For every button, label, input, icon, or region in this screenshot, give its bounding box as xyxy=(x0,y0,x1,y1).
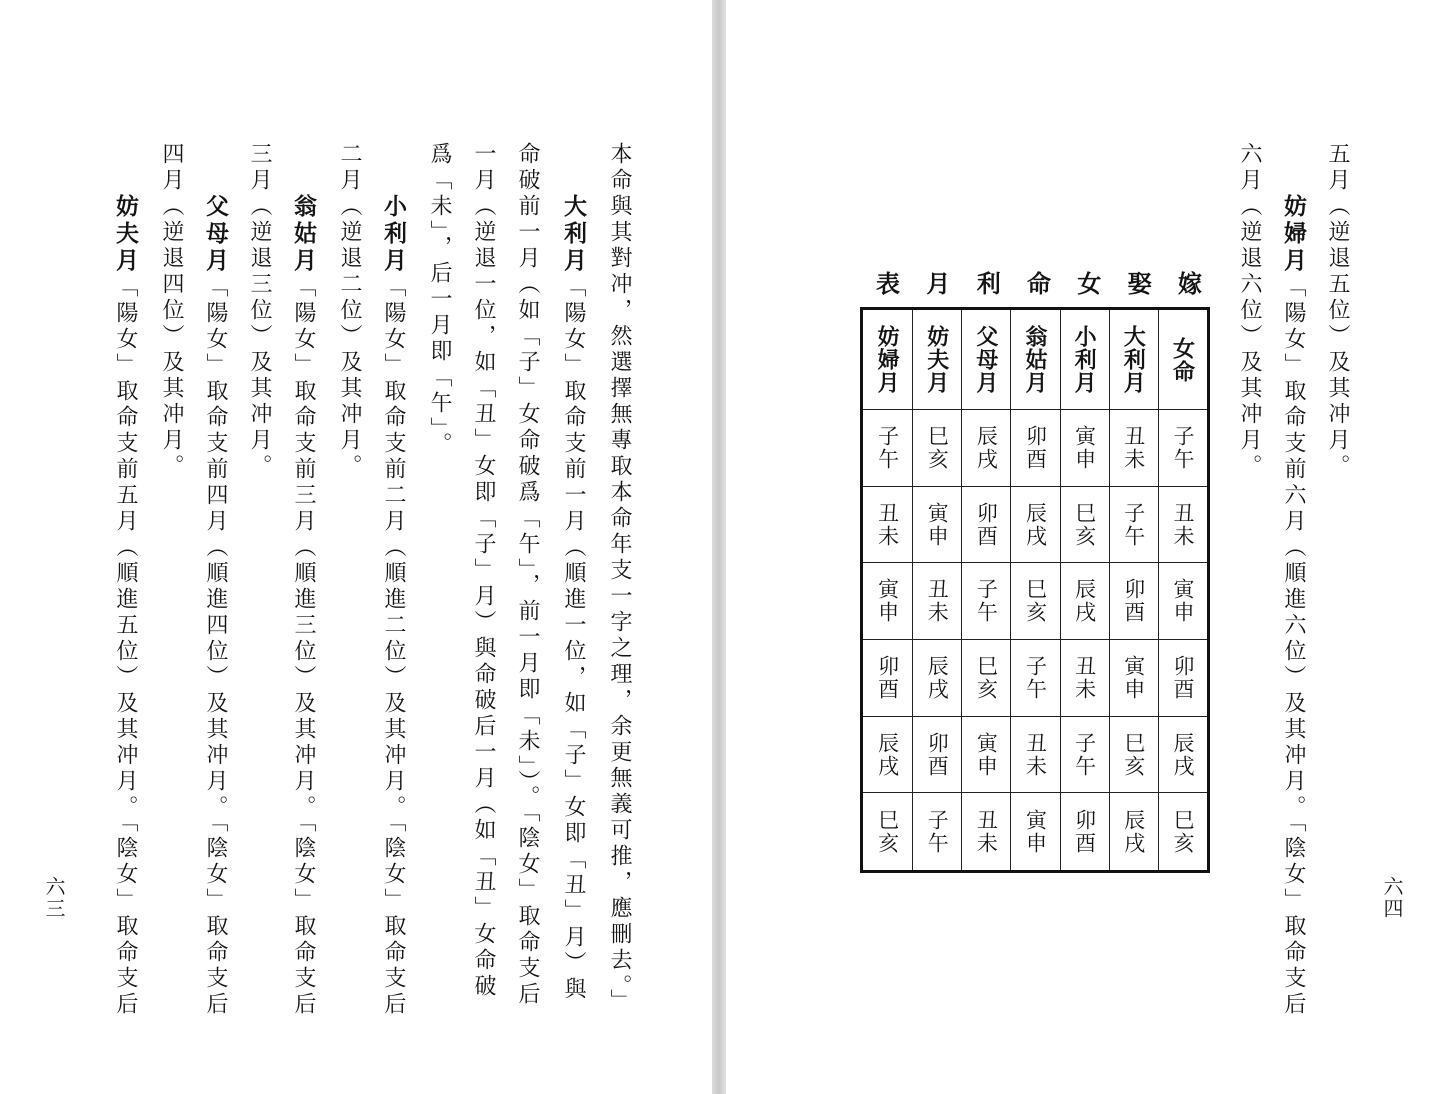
right-text-column xyxy=(1280,194,1307,1018)
left-text-column xyxy=(202,194,229,1018)
marriage-month-table xyxy=(860,307,1210,873)
column-text: 「陽女」取命支前五月（順進五位）及其冲月。「陰女」取命支后 xyxy=(113,275,138,1018)
table-cell: 子午 xyxy=(1060,717,1109,794)
table-cell: 卯酉 xyxy=(1010,410,1059,487)
column-text: 本命與其對冲，然選擇無專取本命年支一字之理，余更無義可推，應刪去。」 xyxy=(607,142,632,1015)
table-cell: 巳亥 xyxy=(961,640,1010,717)
left-text-column xyxy=(608,142,630,1015)
column-heading: 小利月 xyxy=(380,194,407,275)
table-cell: 子午 xyxy=(1010,640,1059,717)
table-cell: 卯酉 xyxy=(1109,563,1158,640)
table-title-char: 利 xyxy=(976,269,1001,298)
table-cell: 子午 xyxy=(1158,410,1207,487)
column-text: 「陽女」取命支前六月（順進六位）及其冲月。「陰女」取命支后 xyxy=(1281,275,1306,1018)
table-cell: 辰戌 xyxy=(1109,793,1158,870)
table-cell: 寅申 xyxy=(1060,410,1109,487)
table-cell: 子午 xyxy=(961,563,1010,640)
table-header-cell: 父母月 xyxy=(961,310,1010,410)
table-cell: 卯酉 xyxy=(912,717,961,794)
table-title-char: 嫁 xyxy=(1178,269,1202,298)
column-text: 爲「未」，后一月即「午」。 xyxy=(427,142,452,458)
table-cell: 子午 xyxy=(863,410,912,487)
page-number-left: 六三 xyxy=(42,876,66,920)
column-text: 「陽女」取命支前一月（順進一位，如「子」女即「丑」月）與 xyxy=(561,275,586,1003)
table-cell: 寅申 xyxy=(961,717,1010,794)
table-header-cell: 翁姑月 xyxy=(1010,310,1059,410)
table-header-cell: 女命 xyxy=(1158,310,1207,410)
table-cell: 寅申 xyxy=(1158,563,1207,640)
right-text-column xyxy=(1238,142,1260,480)
column-heading: 父母月 xyxy=(202,194,229,275)
table-cell: 辰戌 xyxy=(1010,487,1059,564)
table-cell: 巳亥 xyxy=(1109,717,1158,794)
table-cell: 巳亥 xyxy=(1158,793,1207,870)
table-cell: 辰戌 xyxy=(961,410,1010,487)
table-cell: 丑未 xyxy=(1060,640,1109,717)
table-header-cell: 小利月 xyxy=(1060,310,1109,410)
table-cell: 丑未 xyxy=(912,563,961,640)
column-heading: 翁姑月 xyxy=(290,194,317,275)
left-text-column xyxy=(428,142,450,458)
table-cell: 巳亥 xyxy=(1010,563,1059,640)
left-text-column xyxy=(160,142,182,480)
table-title-char: 女 xyxy=(1077,269,1102,298)
table-cell: 卯酉 xyxy=(961,487,1010,564)
table-cell: 子午 xyxy=(1109,487,1158,564)
table-cell: 丑未 xyxy=(1109,410,1158,487)
table-cell: 辰戌 xyxy=(1158,717,1207,794)
table-cell: 寅申 xyxy=(863,563,912,640)
table-cell: 卯酉 xyxy=(1158,640,1207,717)
table-cell: 辰戌 xyxy=(1060,563,1109,640)
table-header-cell: 妨夫月 xyxy=(912,310,961,410)
table-cell: 寅申 xyxy=(912,487,961,564)
table-title-char: 表 xyxy=(876,269,901,298)
table-title xyxy=(868,264,1210,299)
table-cell: 丑未 xyxy=(961,793,1010,870)
table-title-char: 月 xyxy=(926,269,951,298)
table-cell: 寅申 xyxy=(1010,793,1059,870)
column-text: 五月（逆退五位）及其冲月。 xyxy=(1325,142,1350,480)
left-text-column xyxy=(112,194,139,1018)
table-cell: 卯酉 xyxy=(863,640,912,717)
column-text: 「陽女」取命支前二月（順進二位）及其冲月。「陰女」取命支后 xyxy=(381,275,406,1018)
left-text-column xyxy=(560,194,587,1003)
left-text-column xyxy=(472,142,494,1000)
table-cell: 子午 xyxy=(912,793,961,870)
book-gutter xyxy=(712,0,726,1094)
table-title-char: 命 xyxy=(1027,269,1052,298)
table-cell: 辰戌 xyxy=(912,640,961,717)
column-heading: 大利月 xyxy=(560,194,587,275)
column-text: 「陽女」取命支前四月（順進四位）及其冲月。「陰女」取命支后 xyxy=(203,275,228,1018)
left-text-column xyxy=(290,194,317,1018)
table-title-char: 娶 xyxy=(1127,269,1152,298)
right-text-column xyxy=(1326,142,1348,480)
table-cell: 寅申 xyxy=(1109,640,1158,717)
column-text: 六月（逆退六位）及其冲月。 xyxy=(1237,142,1262,480)
left-text-column xyxy=(516,142,538,1008)
table-header-cell: 妨婦月 xyxy=(863,310,912,410)
table-header-cell: 大利月 xyxy=(1109,310,1158,410)
table-cell: 辰戌 xyxy=(863,717,912,794)
column-text: 一月（逆退一位，如「丑」女即「子」月）與命破后一月（如「丑」女命破 xyxy=(471,142,496,1000)
left-text-column xyxy=(248,142,270,480)
table-cell: 丑未 xyxy=(1158,487,1207,564)
column-text: 「陽女」取命支前三月（順進三位）及其冲月。「陰女」取命支后 xyxy=(291,275,316,1018)
table-cell: 巳亥 xyxy=(875,808,900,855)
left-page xyxy=(0,0,712,1094)
column-heading: 妨夫月 xyxy=(112,194,139,275)
left-text-column xyxy=(338,142,360,480)
column-heading: 妨婦月 xyxy=(1280,194,1307,275)
table-cell: 丑未 xyxy=(863,487,912,564)
table-cell: 巳亥 xyxy=(912,410,961,487)
column-text: 三月（逆退三位）及其冲月。 xyxy=(247,142,272,480)
table-cell: 巳亥 xyxy=(1060,487,1109,564)
page-number-right: 六四 xyxy=(1380,876,1404,920)
column-text: 二月（逆退二位）及其冲月。 xyxy=(337,142,362,480)
column-text: 命破前一月（如「子」女命破爲「午」，前一月即「未」）。「陰女」取命支后 xyxy=(515,142,540,1008)
table-cell: 卯酉 xyxy=(1060,793,1109,870)
table-cell: 丑未 xyxy=(1010,717,1059,794)
left-text-column xyxy=(380,194,407,1018)
column-text: 四月（逆退四位）及其冲月。 xyxy=(159,142,184,480)
